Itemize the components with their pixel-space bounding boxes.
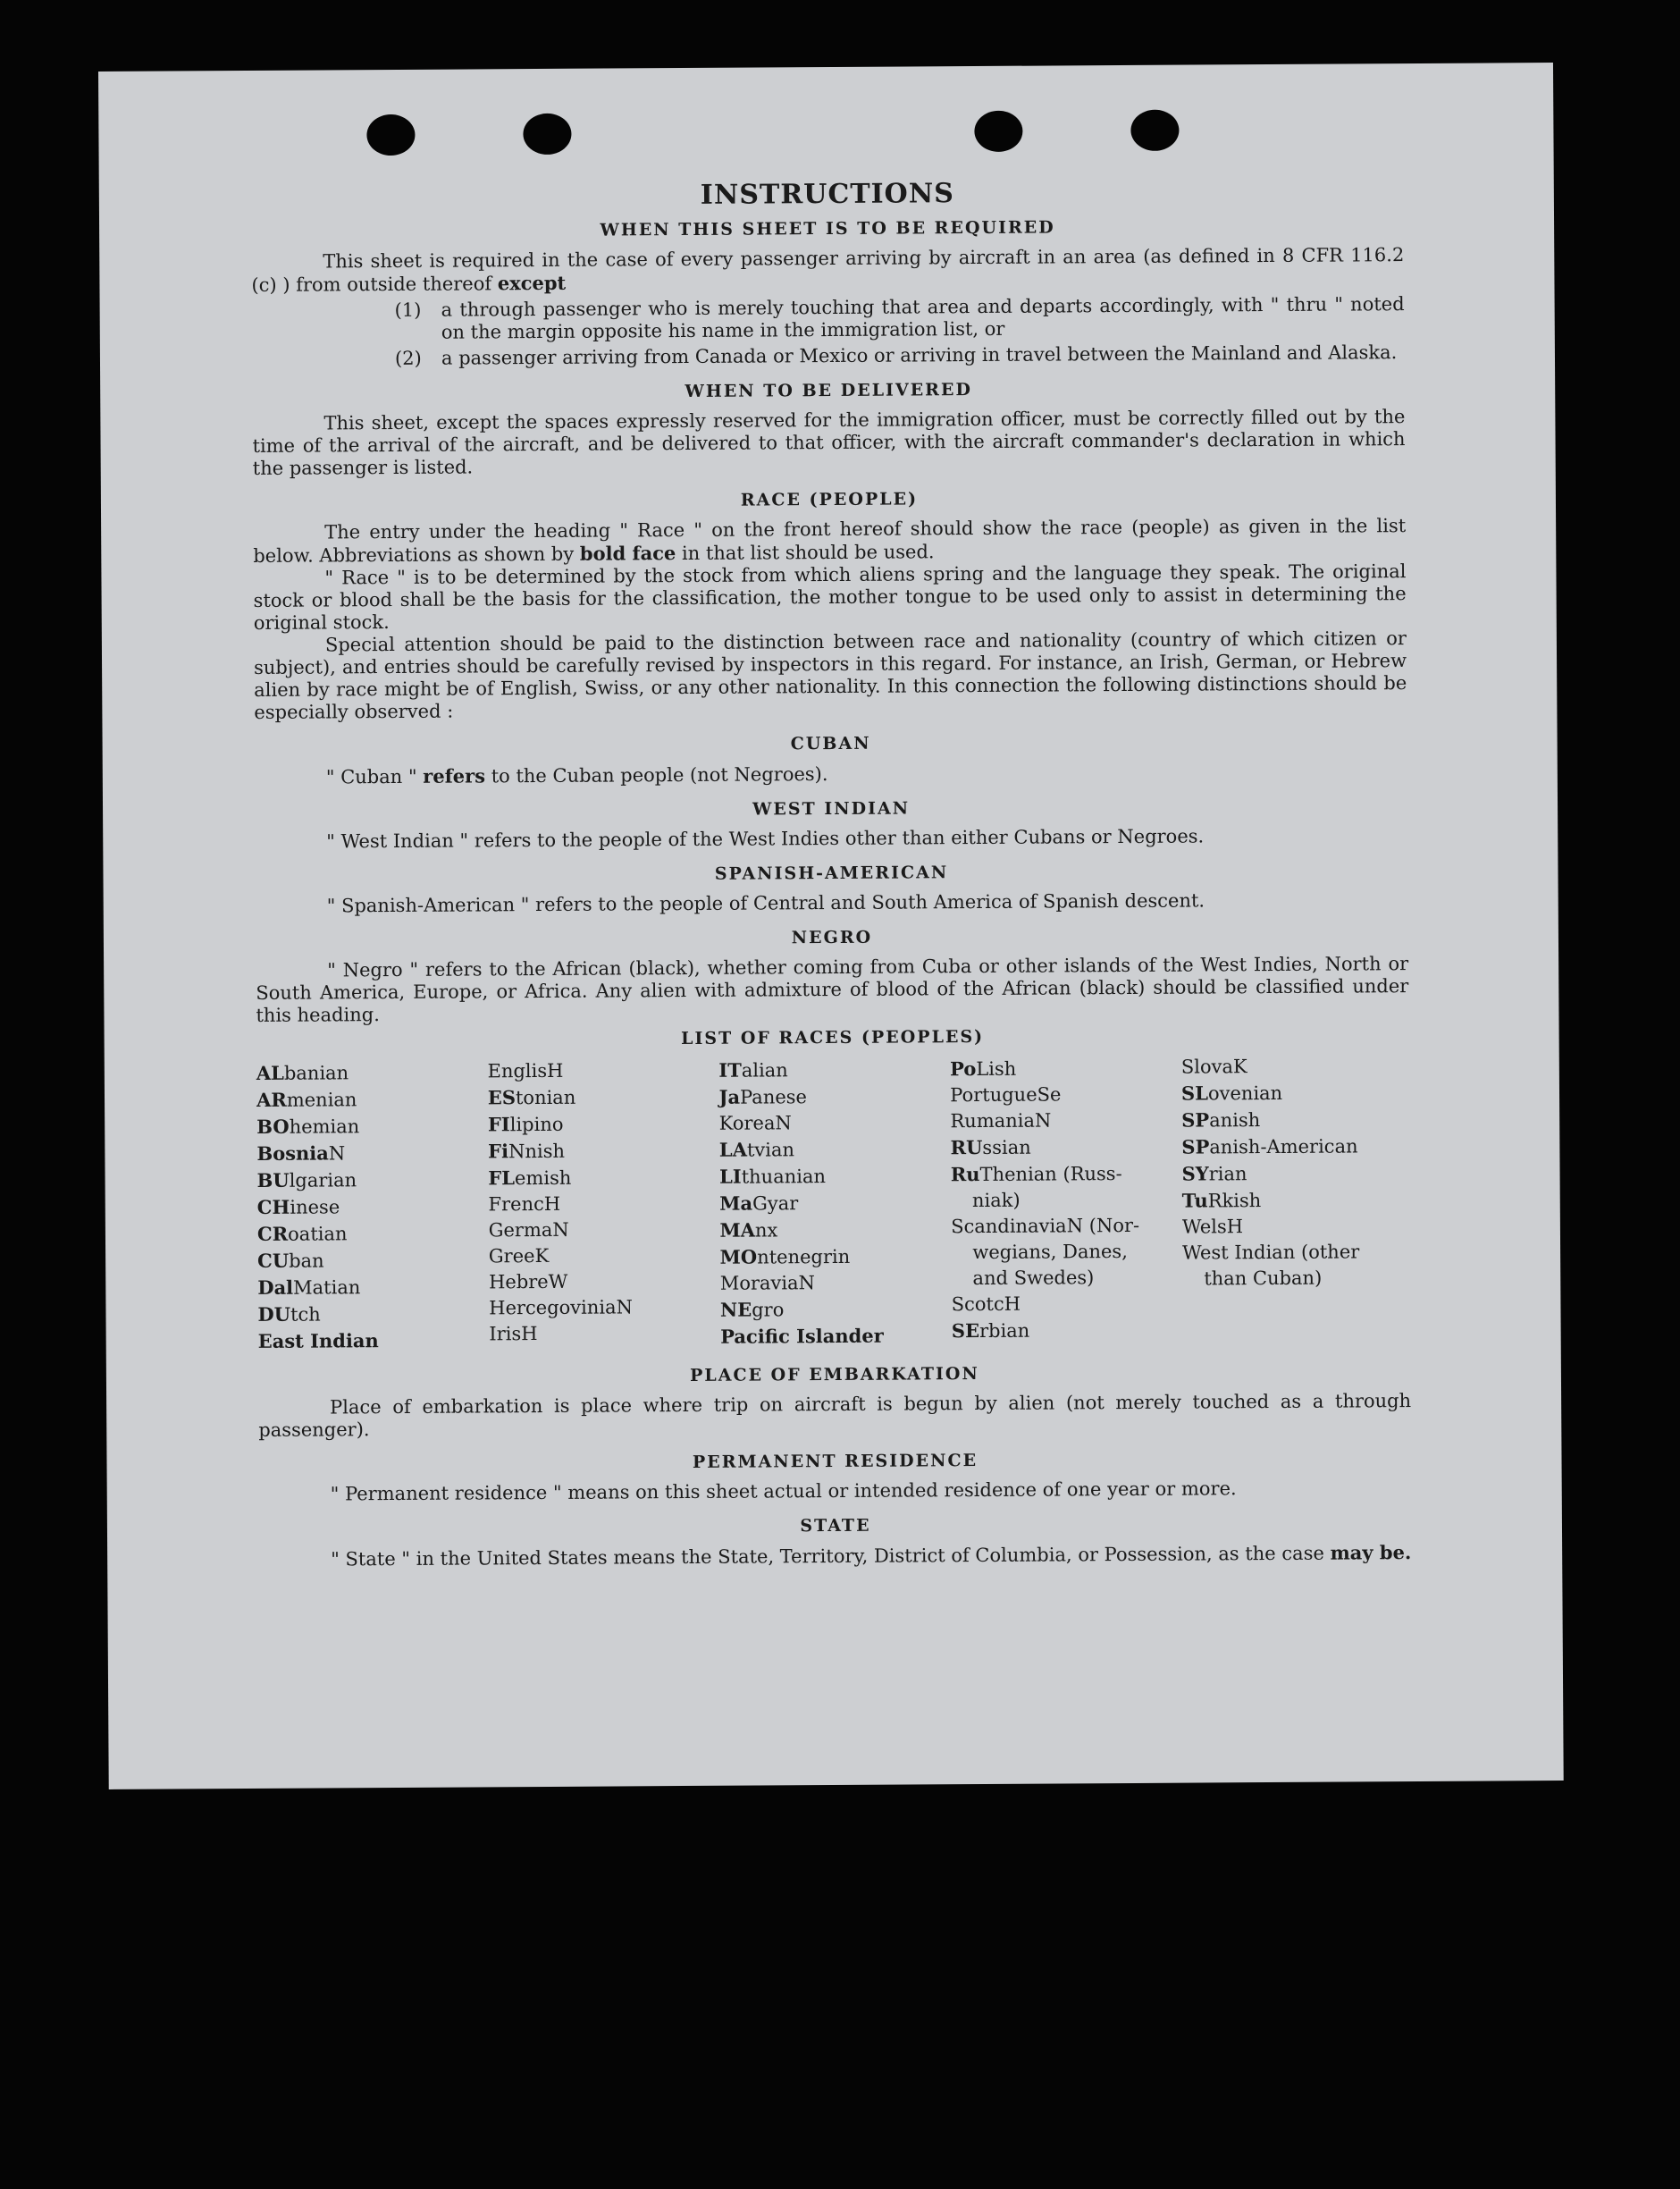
race-name-rest: MoraviaN (719, 1272, 816, 1294)
race-entry (950, 1107, 1178, 1135)
section-heading-spanish-american: SPANISH-AMERICAN (714, 863, 949, 884)
race-abbreviation: RU (950, 1135, 983, 1159)
race-name-rest: RumaniaN (950, 1109, 1052, 1132)
race-name-rest: and Swedes) (972, 1267, 1095, 1290)
punch-hole (974, 111, 1022, 152)
race-name-rest: wegians, Danes, (972, 1240, 1128, 1264)
race-name-rest: GreeK (488, 1244, 550, 1267)
section-heading-west-indian: WEST INDIAN (752, 798, 911, 820)
race-name-rest: West Indian (other (1182, 1241, 1360, 1264)
race-entry (489, 1294, 717, 1322)
negro-text: " Negro " refers to the African (black), whether coming from Cuba or other islands of the West Indies, North or South America, Europe, or Africa. Any alien with admixture of blood of the African (black) should be classified under this heading. (256, 953, 1409, 1026)
race-abbreviation: SY (1181, 1162, 1209, 1185)
section-heading-negro: NEGRO (791, 927, 873, 948)
race-name-rest: banian (283, 1062, 349, 1084)
race-abbreviation: IT (718, 1058, 742, 1082)
embarkation-text: Place of embarkation is place where trip on aircraft is begun by alien (not merely touched as a through passenger). (258, 1390, 1412, 1441)
race-entry (256, 1085, 484, 1114)
race-abbreviation: East Indian (257, 1329, 379, 1352)
race-abbreviation: SE (951, 1319, 980, 1343)
delivered-text: This sheet, except the spaces expressly reserved for the immigration officer, must be correctly filled out by the time of the arrival of the aircraft, and be delivered to that officer, with the aircraft commander's declaration in which the passenger is listed. (252, 406, 1406, 479)
race-name-rest: EnglisH (487, 1059, 564, 1082)
section-heading-required: WHEN THIS SHEET IS TO BE REQUIRED (600, 217, 1055, 240)
race-entry (951, 1133, 1179, 1162)
residence-text: " Permanent residence " means on this sheet actual or intended residence of one year or more. (330, 1478, 1237, 1505)
race-name-rest: niak) (971, 1189, 1021, 1212)
race-entry (951, 1160, 1179, 1189)
list-item: (1) a through passenger who is merely touching that area and departs accordingly, with " thru " noted on the margin opposite his name in the immigration list, or (394, 293, 1405, 343)
race-entry (719, 1189, 947, 1217)
race-name-rest: GermaN (488, 1218, 569, 1242)
race-entry (720, 1295, 948, 1324)
race-name-rest: N (328, 1142, 346, 1165)
race-entry (488, 1137, 716, 1166)
section-heading-state: STATE (800, 1515, 871, 1537)
race-entry (257, 1300, 485, 1328)
race-name-rest: nx (754, 1219, 778, 1242)
races-column (1181, 1053, 1411, 1350)
race-entry (256, 1139, 484, 1167)
section-heading-embarkation: PLACE OF EMBARKATION (689, 1364, 979, 1385)
race-entry (951, 1213, 1179, 1241)
punch-hole (366, 114, 415, 156)
race-abbreviation: Ja (718, 1085, 741, 1108)
state-text: " State " in the United States means the State, Territory, District of Columbia, or Possession, as the case may be. (331, 1541, 1412, 1570)
race-entry (951, 1239, 1179, 1267)
race-name-rest: gro (752, 1299, 785, 1321)
race-abbreviation: SP (1181, 1135, 1210, 1158)
race-abbreviation: LA (718, 1138, 748, 1161)
punch-hole (523, 114, 571, 155)
race-entry (488, 1083, 716, 1112)
race-entry (488, 1191, 716, 1218)
race-entry (1181, 1053, 1409, 1081)
race-abbreviation: CR (256, 1222, 289, 1245)
race-entry (256, 1058, 484, 1087)
race-entry (1181, 1132, 1409, 1161)
race-name-rest: lgarian (289, 1169, 357, 1191)
race-name-rest: tch (290, 1303, 321, 1326)
race-name-rest: HebreW (488, 1270, 568, 1293)
race-name-rest: ban (289, 1250, 324, 1272)
race-abbreviation: Bosnia (256, 1141, 329, 1165)
race-name-rest: Rkish (1207, 1190, 1262, 1212)
punch-hole (1130, 110, 1179, 151)
race-entry (258, 1326, 486, 1355)
race-name-rest: HercegoviniaN (489, 1296, 634, 1319)
race-abbreviation: CH (256, 1195, 290, 1218)
race-name-rest: ScandinaviaN (Nor- (951, 1214, 1140, 1238)
race-entry (1181, 1106, 1409, 1134)
race-abbreviation: CU (257, 1249, 290, 1272)
race-abbreviation: Ma (719, 1191, 753, 1215)
race-entry (257, 1192, 485, 1221)
race-abbreviation: BO (256, 1115, 290, 1138)
page-title: INSTRUCTIONS (700, 178, 954, 211)
race-entry (951, 1265, 1179, 1292)
race-name-rest: Gyar (752, 1192, 799, 1215)
race-name-rest: Lish (976, 1057, 1017, 1081)
race-entry (256, 1112, 484, 1141)
race-name-rest: oatian (288, 1223, 348, 1245)
document-sheet (98, 63, 1564, 1789)
spanish-american-text: " Spanish-American " refers to the people of Central and South America of Spanish descent. (326, 889, 1205, 917)
race-entry (489, 1268, 717, 1296)
race-entry (720, 1269, 948, 1297)
section-heading-race: RACE (PEOPLE) (740, 489, 919, 510)
race-entry (718, 1082, 946, 1111)
race-abbreviation: Fi (488, 1140, 509, 1163)
race-name-rest: WelsH (1181, 1216, 1244, 1238)
race-entry (951, 1187, 1179, 1215)
race-entry (257, 1219, 485, 1248)
race-abbreviation: SL (1180, 1082, 1209, 1105)
race-name-rest: rian (1208, 1163, 1247, 1185)
race-entry (720, 1242, 948, 1271)
race-name-rest: Panese (739, 1086, 808, 1108)
race-entry (257, 1273, 485, 1301)
race-name-rest: menian (286, 1089, 357, 1111)
race-abbreviation: SP (1181, 1108, 1210, 1132)
race-abbreviation: Ru (950, 1162, 980, 1186)
race-entry (489, 1217, 717, 1244)
races-column (718, 1056, 948, 1352)
race-name-rest: PortugueSe (950, 1083, 1062, 1107)
race-entry (718, 1056, 946, 1084)
race-abbreviation: ES (487, 1086, 517, 1109)
race-entry (257, 1246, 485, 1275)
races-table (256, 1053, 1411, 1355)
section-heading-list-of-races: LIST OF RACES (PEOPLES) (681, 1026, 985, 1049)
race-entry (489, 1320, 717, 1348)
race-entry (488, 1164, 716, 1192)
races-column (256, 1058, 486, 1355)
race-name-rest: inese (290, 1196, 340, 1218)
race-paragraph-3: Special attention should be paid to the distinction between race and nationality (country of which citizen or subject), and entries should be carefully revised by inspectors in this regard. For instance, an Irish, German, or Hebrew alien by race might be of English, Swiss, or any other nationality. In this connection the following distinctions should be especially observed : (254, 627, 1407, 723)
race-entry (489, 1242, 717, 1270)
race-abbreviation: AR (256, 1088, 287, 1111)
race-abbreviation: MO (719, 1245, 758, 1268)
race-entry (719, 1135, 947, 1164)
race-paragraph-2: " Race " is to be determined by the stock from which aliens spring and the language they speak. The original stock or blood shall be the basis for the classification, the mother tongue to be used only to assist in determining the original stock. (253, 560, 1407, 634)
race-name-rest: ntenegrin (757, 1245, 851, 1268)
section-heading-cuban: CUBAN (790, 733, 871, 754)
race-name-rest: thuanian (741, 1166, 827, 1188)
race-entry (720, 1322, 948, 1351)
race-abbreviation: FL (488, 1166, 516, 1190)
race-entry (256, 1166, 484, 1194)
race-name-rest: anish (1209, 1109, 1261, 1132)
list-item: (2) a passenger arriving from Canada or Mexico or arriving in travel between the Mainland and Alaska. (394, 341, 1398, 369)
race-name-rest: KoreaN (718, 1112, 792, 1134)
race-name-rest: tonian (515, 1086, 576, 1109)
race-name-rest: hemian (289, 1116, 360, 1138)
races-column (488, 1057, 718, 1354)
race-name-rest: emish (514, 1166, 572, 1190)
race-abbreviation: AL (256, 1061, 284, 1084)
race-abbreviation: BU (256, 1168, 290, 1191)
race-abbreviation: NE (719, 1298, 752, 1321)
race-name-rest: ssian (982, 1136, 1031, 1158)
race-name-rest: anish-American (1209, 1135, 1358, 1158)
race-entry (1181, 1079, 1409, 1107)
cuban-text: " Cuban " refers to the Cuban people (not Negroes). (325, 763, 828, 788)
required-intro: This sheet is required in the case of every passenger arriving by aircraft in an area (as defined in 8 CFR 116.2 (c) ) from outside thereof except (251, 244, 1405, 296)
race-entry (488, 1057, 716, 1085)
race-name-rest: than Cuban) (1204, 1267, 1323, 1290)
race-name-rest: IrisH (489, 1323, 538, 1345)
race-name-rest: Nnish (508, 1140, 566, 1163)
section-heading-delivered: WHEN TO BE DELIVERED (685, 380, 972, 401)
race-entry (488, 1110, 716, 1139)
race-name-rest: alian (741, 1059, 788, 1082)
race-entry (950, 1055, 1178, 1083)
instructions-content (251, 180, 1412, 1571)
race-abbreviation: DU (257, 1302, 291, 1326)
race-name-rest: lipino (509, 1113, 564, 1136)
race-paragraph-1: The entry under the heading " Race " on the front hereof should show the race (people) as given in the list below. Abbreviations as shown by bold face in that list should be used. (253, 515, 1407, 567)
race-entry (1182, 1213, 1410, 1241)
race-entry (1181, 1159, 1409, 1188)
west-indian-text: " West Indian " refers to the people of the West Indies other than either Cubans or Negroes. (326, 825, 1205, 853)
race-name-rest: ScotcH (951, 1292, 1021, 1316)
race-entry (952, 1317, 1180, 1345)
race-name-rest: tvian (746, 1139, 795, 1161)
race-abbreviation: Tu (1181, 1189, 1208, 1212)
race-entry (952, 1291, 1180, 1318)
race-abbreviation: MA (719, 1218, 756, 1242)
race-abbreviation: LI (718, 1165, 742, 1188)
race-name-rest: Thenian (Russ- (979, 1163, 1122, 1185)
race-entry (1182, 1239, 1410, 1267)
race-entry (1182, 1186, 1410, 1215)
section-heading-residence: PERMANENT RESIDENCE (692, 1451, 979, 1472)
race-entry (1182, 1265, 1410, 1292)
race-entry (719, 1216, 947, 1244)
race-name-rest: SlovaK (1180, 1056, 1247, 1078)
race-entry (719, 1109, 947, 1137)
race-name-rest: ovenian (1207, 1082, 1283, 1105)
race-entry (719, 1162, 947, 1191)
races-column (950, 1055, 1180, 1351)
race-name-rest: FrencH (488, 1192, 561, 1216)
race-entry (950, 1082, 1178, 1109)
race-abbreviation: Pacific Islander (720, 1324, 884, 1348)
race-name-rest: rbian (979, 1319, 1030, 1343)
race-abbreviation: Dal (257, 1276, 294, 1299)
race-abbreviation: Po (950, 1057, 977, 1081)
race-name-rest: Matian (293, 1276, 361, 1299)
race-abbreviation: FI (487, 1113, 510, 1136)
